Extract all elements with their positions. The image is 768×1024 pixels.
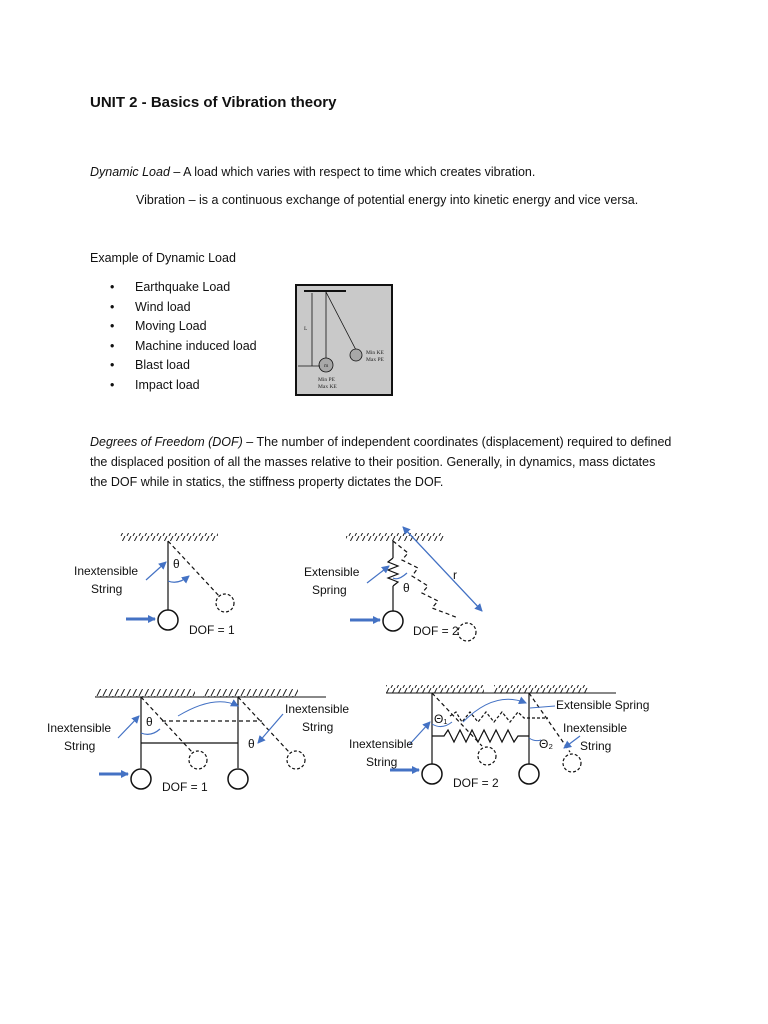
left-string-label-2: String bbox=[366, 755, 398, 769]
pendulum-photo bbox=[296, 285, 392, 395]
right-string-label-1: Inextensible bbox=[563, 721, 628, 735]
spring-label-1: Extensible bbox=[304, 565, 360, 579]
diagram-spring-pendulum bbox=[304, 527, 482, 641]
dof-label: DOF = 2 bbox=[413, 624, 459, 638]
list-item: • Impact load bbox=[110, 376, 257, 396]
list-item: • Wind load bbox=[110, 298, 257, 318]
spring-label-2: Spring bbox=[312, 583, 347, 597]
length-label: L bbox=[304, 326, 308, 332]
theta-label: θ bbox=[403, 581, 410, 595]
example-heading: Example of Dynamic Load bbox=[90, 251, 236, 265]
min-ke-label: Min KE bbox=[366, 350, 384, 356]
dynamic-load-text: – A load which varies with respect to time which creates vibration. bbox=[169, 165, 536, 179]
diagram-simple-pendulum bbox=[74, 533, 235, 637]
theta-label: θ bbox=[146, 715, 153, 729]
max-ke-label: Max KE bbox=[318, 384, 337, 390]
dof-label: DOF = 1 bbox=[162, 780, 208, 794]
r-label: r bbox=[453, 568, 457, 582]
dof-term: Degrees of Freedom (DOF) bbox=[90, 435, 243, 449]
list-item: • Blast load bbox=[110, 356, 257, 376]
right-string-label-1: Inextensible bbox=[285, 702, 350, 716]
theta-label: θ bbox=[173, 557, 180, 571]
max-pe-label: Max PE bbox=[366, 357, 384, 363]
dynamic-load-term: Dynamic Load bbox=[90, 165, 170, 179]
theta2-label: Θ₂ bbox=[539, 737, 553, 751]
mass-label: m bbox=[324, 363, 329, 369]
diagram-coupled-rigid bbox=[47, 689, 349, 794]
list-item: • Moving Load bbox=[110, 317, 257, 337]
right-string-label-2: String bbox=[580, 739, 612, 753]
dof-line-2: the displaced position of all the masses relative to their position. Generally, in dynamics, mass dictates bbox=[90, 455, 656, 469]
theta1-label: Θ₁ bbox=[434, 712, 448, 726]
dof-line-1: – The number of independent coordinates (displacement) required to defined bbox=[242, 435, 672, 449]
list-item: • Machine induced load bbox=[110, 337, 257, 357]
min-pe-label: Min PE bbox=[318, 377, 335, 383]
string-label-2: String bbox=[91, 582, 123, 596]
dof-line-3: the DOF while in statics, the stiffness property dictates the DOF. bbox=[90, 475, 444, 489]
vibration-definition: Vibration – is a continuous exchange of potential energy into kinetic energy and vice versa. bbox=[136, 193, 639, 207]
page-title: UNIT 2 - Basics of Vibration theory bbox=[90, 94, 337, 111]
list-item: • Earthquake Load bbox=[110, 278, 257, 298]
right-string-label-2: String bbox=[302, 720, 334, 734]
theta-label: θ bbox=[248, 737, 255, 751]
diagram-coupled-spring bbox=[349, 685, 649, 790]
left-string-label-1: Inextensible bbox=[349, 737, 414, 751]
left-string-label-2: String bbox=[64, 739, 96, 753]
dof-label: DOF = 1 bbox=[189, 623, 235, 637]
left-string-label-1: Inextensible bbox=[47, 721, 112, 735]
extensible-spring-label: Extensible Spring bbox=[556, 698, 650, 712]
string-label-1: Inextensible bbox=[74, 564, 139, 578]
dof-label: DOF = 2 bbox=[453, 776, 499, 790]
